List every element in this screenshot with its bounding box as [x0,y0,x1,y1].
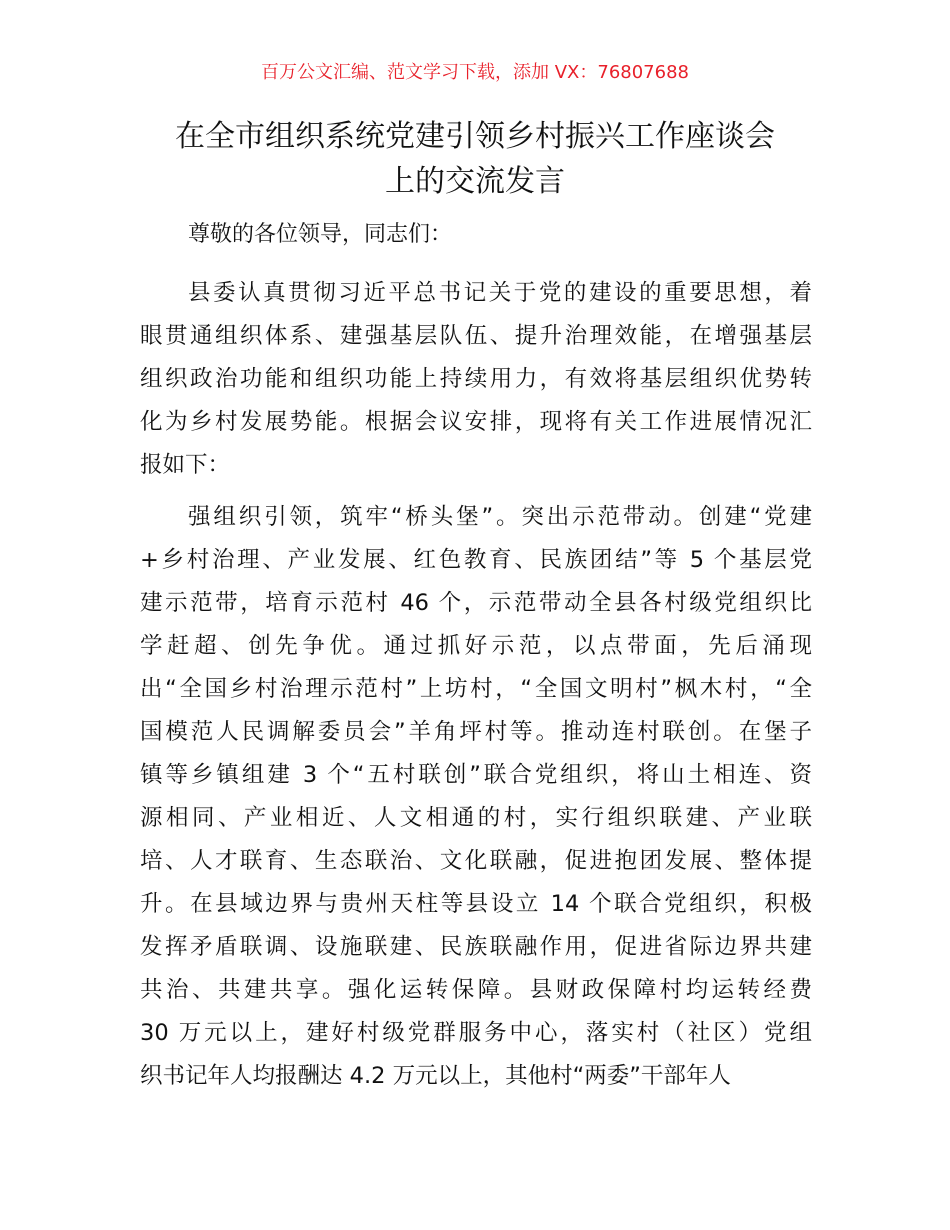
paragraph-line: 30 万元以上，建好村级党群服务中心，落实村（社区）党组 [140,1020,812,1046]
paragraph [140,496,812,1098]
paragraph-line: 化为乡村发展势能。根据会议安排，现将有关工作进展情况汇 [140,409,812,435]
paragraph-line: 发挥矛盾联调、设施联建、民族联融作用，促进省际边界共建 [140,934,812,960]
paragraph-line: 国模范人民调解委员会”羊角坪村等。推动连村联创。在堡子 [140,719,812,745]
paragraph-line: 出“全国乡村治理示范村”上坊村，“全国文明村”枫木村，“全 [140,676,812,702]
paragraph-line: 报如下： [140,452,231,478]
document-body [140,272,812,1107]
paragraph-line: +乡村治理、产业发展、红色教育、民族团结”等 5 个基层党 [140,547,812,573]
salutation: 尊敬的各位领导，同志们： [188,222,453,247]
paragraph-line: 学赶超、创先争优。通过抓好示范，以点带面，先后涌现 [140,633,812,659]
document-title [130,114,820,204]
paragraph-line: 源相同、产业相近、人文相通的村，实行组织联建、产业联 [140,805,812,831]
paragraph-line: 建示范带，培育示范村 46 个，示范带动全县各村级党组织比 [140,590,812,616]
paragraph-line: 眼贯通组织体系、建强基层队伍、提升治理效能，在增强基层 [140,323,812,349]
watermark-header: 百万公文汇编、范文学习下载，添加 VX：76807688 [261,62,689,83]
paragraph-line: 强组织引领，筑牢“桥头堡”。突出示范带动。创建“党建 [188,504,812,530]
title-line: 上的交流发言 [385,164,565,199]
paragraph-line: 镇等乡镇组建 3 个“五村联创”联合党组织，将山土相连、资 [140,762,812,788]
title-line: 在全市组织系统党建引领乡村振兴工作座谈会 [175,119,775,154]
paragraph-line: 培、人才联育、生态联治、文化联融，促进抱团发展、整体提 [140,848,812,874]
paragraph-line: 织书记年人均报酬达 4.2 万元以上，其他村“两委”干部年人 [140,1063,731,1089]
paragraph [140,272,812,487]
paragraph-line: 升。在县域边界与贵州天柱等县设立 14 个联合党组织，积极 [140,891,812,917]
paragraph-line: 共治、共建共享。强化运转保障。县财政保障村均运转经费 [140,977,812,1003]
paragraph-line: 组织政治功能和组织功能上持续用力，有效将基层组织优势转 [140,366,812,392]
paragraph-line: 县委认真贯彻习近平总书记关于党的建设的重要思想，着 [188,280,812,306]
